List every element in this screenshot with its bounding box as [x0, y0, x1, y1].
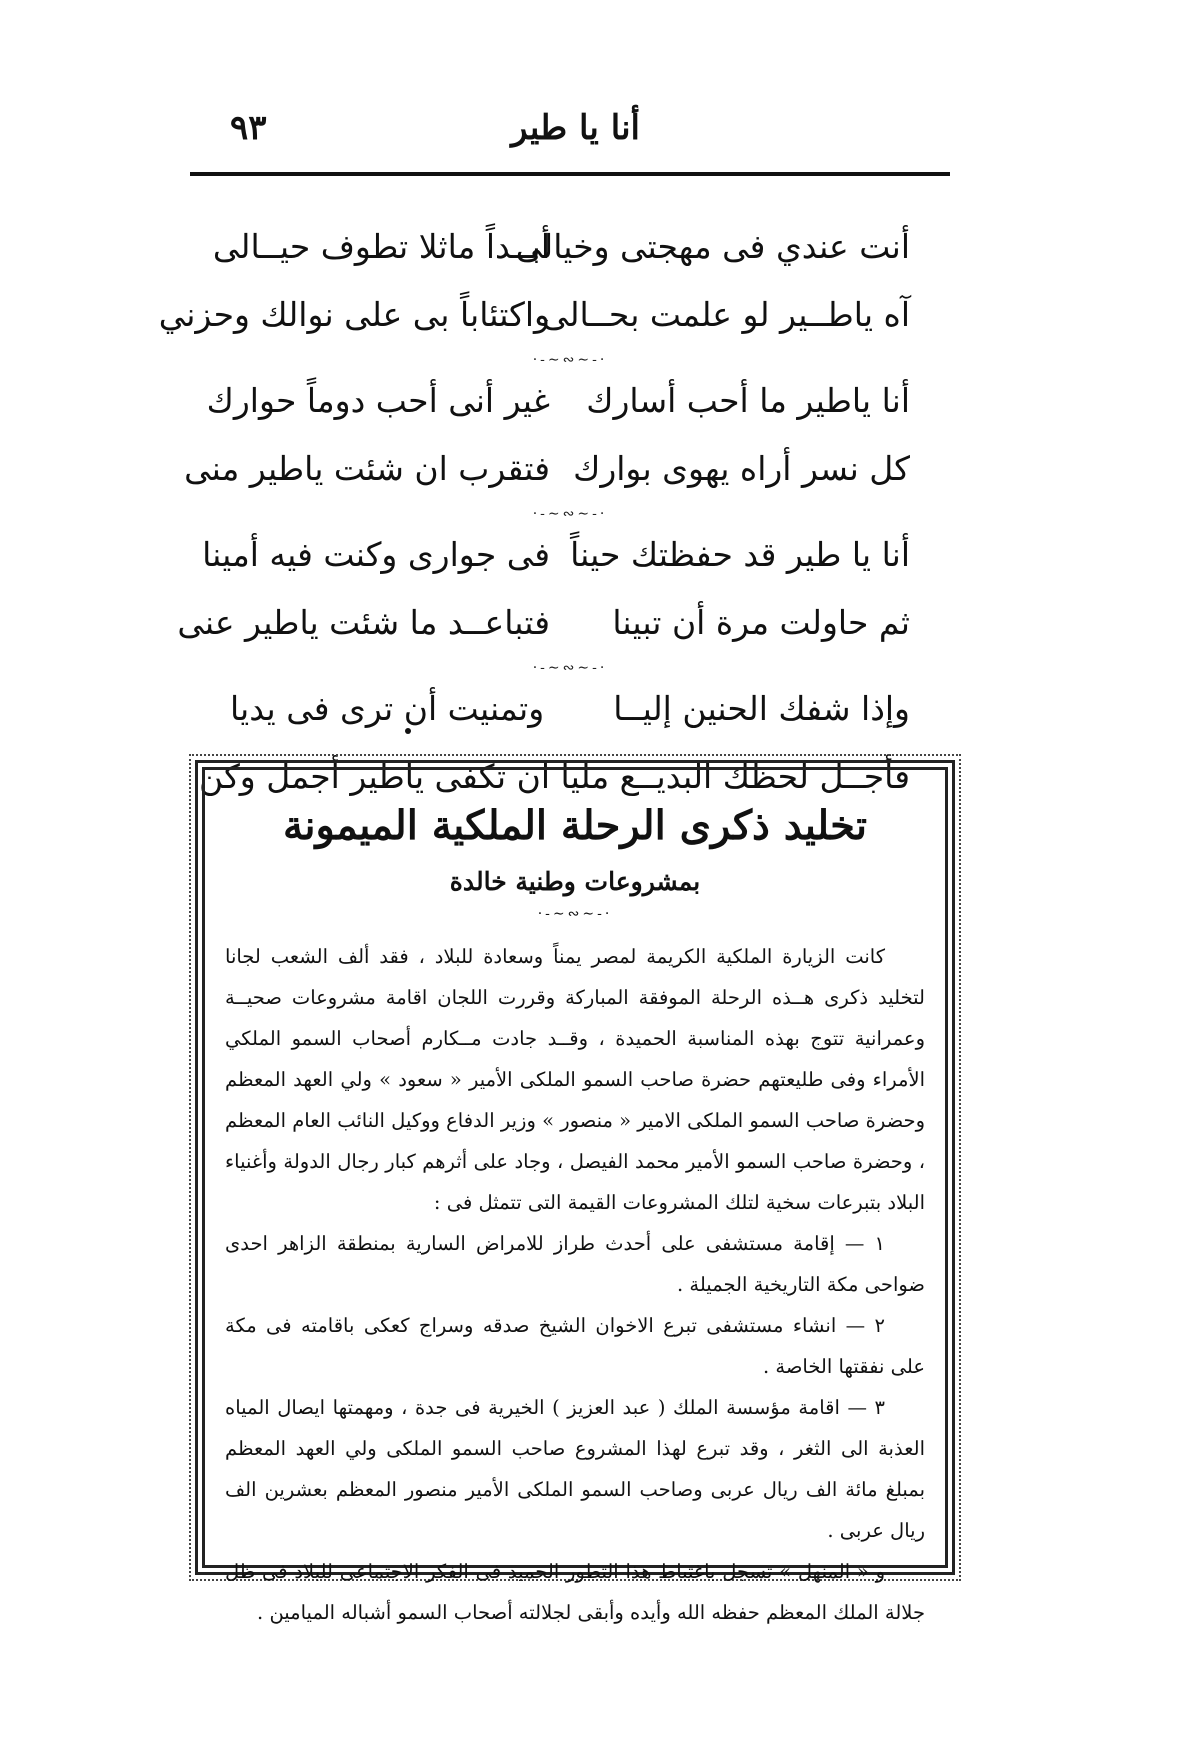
- article-frame: [195, 760, 955, 1624]
- poem-stanza: [184, 366, 910, 502]
- page-number: ٩٣: [230, 108, 267, 148]
- verse-first-hemistich: أنا ياطير ما أحب أسارك: [586, 380, 910, 420]
- verse-first-hemistich: وإذا شفك الحنين إليــا: [613, 688, 910, 728]
- header-rule: [190, 172, 950, 176]
- poem-stanza: [158, 212, 910, 348]
- poem-verse: [202, 520, 910, 588]
- verse-first-hemistich: ثم حاولت مرة أن تبينا: [612, 602, 910, 642]
- verse-second-hemistich: أبــداً ماثلا تطوف حيــالى: [212, 226, 550, 266]
- poem-verse: [177, 588, 910, 656]
- verse-second-hemistich: غير أنى أحب دوماً حوارك: [206, 380, 550, 420]
- article-body: [225, 936, 925, 1633]
- article-divider-ornament: ·-∽∾∽-·: [537, 906, 613, 922]
- poem-verse: [158, 280, 910, 348]
- article-subtitle: بمشروعات وطنية خالدة: [449, 867, 701, 896]
- poem-verse: [206, 366, 910, 434]
- page-header: [230, 108, 640, 158]
- stanza-divider-ornament: ·-∽∾∽-·: [532, 506, 608, 522]
- article-intro: كانت الزيارة الملكية الكريمة لمصر يمناً وسعادة للبلاد ، فقد ألف الشعب لجانا لتخليد ذكرى هــذه الرحلة الموفقة المباركة وقررت اللجان اقامة مشروعات صحيــة وعمرانية تتوج بهذه المناسبة الحميدة ، وقــد جادت مــكارم أصحاب السمو الملكي الأمراء وفى طليعتهم حضرة صاحب السمو الملكى الأمير « سعود » ولي العهد المعظم وحضرة صاحب السمو الملكى الامير « منصور » وزير الدفاع ووكيل النائب العام المعظم ، وحضرة صاحب السمو الأمير محمد الفيصل ، وجاد على أثرهم كبار رجال الدولة وأغنياء البلاد بتبرعات سخية لتلك المشروعات القيمة التى تتمثل فى :: [225, 945, 925, 1214]
- poem-verse: [230, 674, 910, 742]
- poem-verse: [212, 212, 910, 280]
- poem: [158, 212, 910, 820]
- poem-stanza: [177, 520, 910, 656]
- article-item: ٣ — اقامة مؤسسة الملك ( عبد العزيز ) الخيرية فى جدة ، ومهمتها ايصال المياه العذبة الى الثغر ، وقد تبرع لهذا المشروع صاحب السمو الملكى ولي العهد المعظم بمبلغ مائة الف ريال عربى وصاحب السمو الملكى الأمير منصور المعظم بعشرين الف ريال عربى .: [225, 1396, 925, 1542]
- running-title: أنا يا طير: [511, 108, 640, 148]
- article-item: ٢ — انشاء مستشفى تبرع الاخوان الشيخ صدقه وسراج كعكى باقامته فى مكة على نفقتها الخاصة .: [225, 1314, 925, 1378]
- article-closing: و « المنهل » تسجل باغتباط هذا التطور الحميد فى الفكر الاجتماعى للبلاد فى ظل جلالة الملك المعظم حفظه الله وأيده وأبقى لجلالته أصحاب السمو أشباله الميامين .: [225, 1560, 925, 1624]
- verse-first-hemistich: أنا يا طير قد حفظتك حيناً: [570, 534, 910, 574]
- stanza-divider-ornament: ·-∽∾∽-·: [532, 660, 608, 676]
- verse-second-hemistich: فتقرب ان شئت ياطير منى: [184, 448, 550, 488]
- verse-second-hemistich: فى جوارى وكنت فيه أمينا: [202, 534, 550, 574]
- article-content: [225, 792, 925, 1624]
- verse-first-hemistich: كل نسر أراه يهوى بوارك: [573, 448, 910, 488]
- verse-second-hemistich: واكتئاباً بى على نوالك وحزني: [158, 294, 550, 334]
- poem-verse: [184, 434, 910, 502]
- verse-first-hemistich: أنت عندي فى مهجتى وخيالى: [515, 226, 910, 266]
- verse-second-hemistich: فتباعــد ما شئت ياطير عنى: [177, 602, 550, 642]
- article-item: ١ — إقامة مستشفى على أحدث طراز للامراض السارية بمنطقة الزاهر احدى ضواحى مكة التاريخية الجميلة .: [225, 1232, 925, 1296]
- separator-dot: [405, 728, 411, 734]
- verse-second-hemistich: ان تكفى ياطير أجمل وكن: [198, 756, 550, 796]
- stanza-divider-ornament: ·-∽∾∽-·: [532, 352, 608, 368]
- verse-first-hemistich: فأجــل لحظك البديــع مليا: [560, 756, 910, 796]
- verse-first-hemistich: آه ياطــير لو علمت بحــالى: [541, 294, 910, 334]
- verse-second-hemistich: وتمنيت أن ترى فى يديا: [230, 688, 545, 728]
- article-title: تخليد ذكرى الرحلة الملكية الميمونة: [282, 802, 868, 849]
